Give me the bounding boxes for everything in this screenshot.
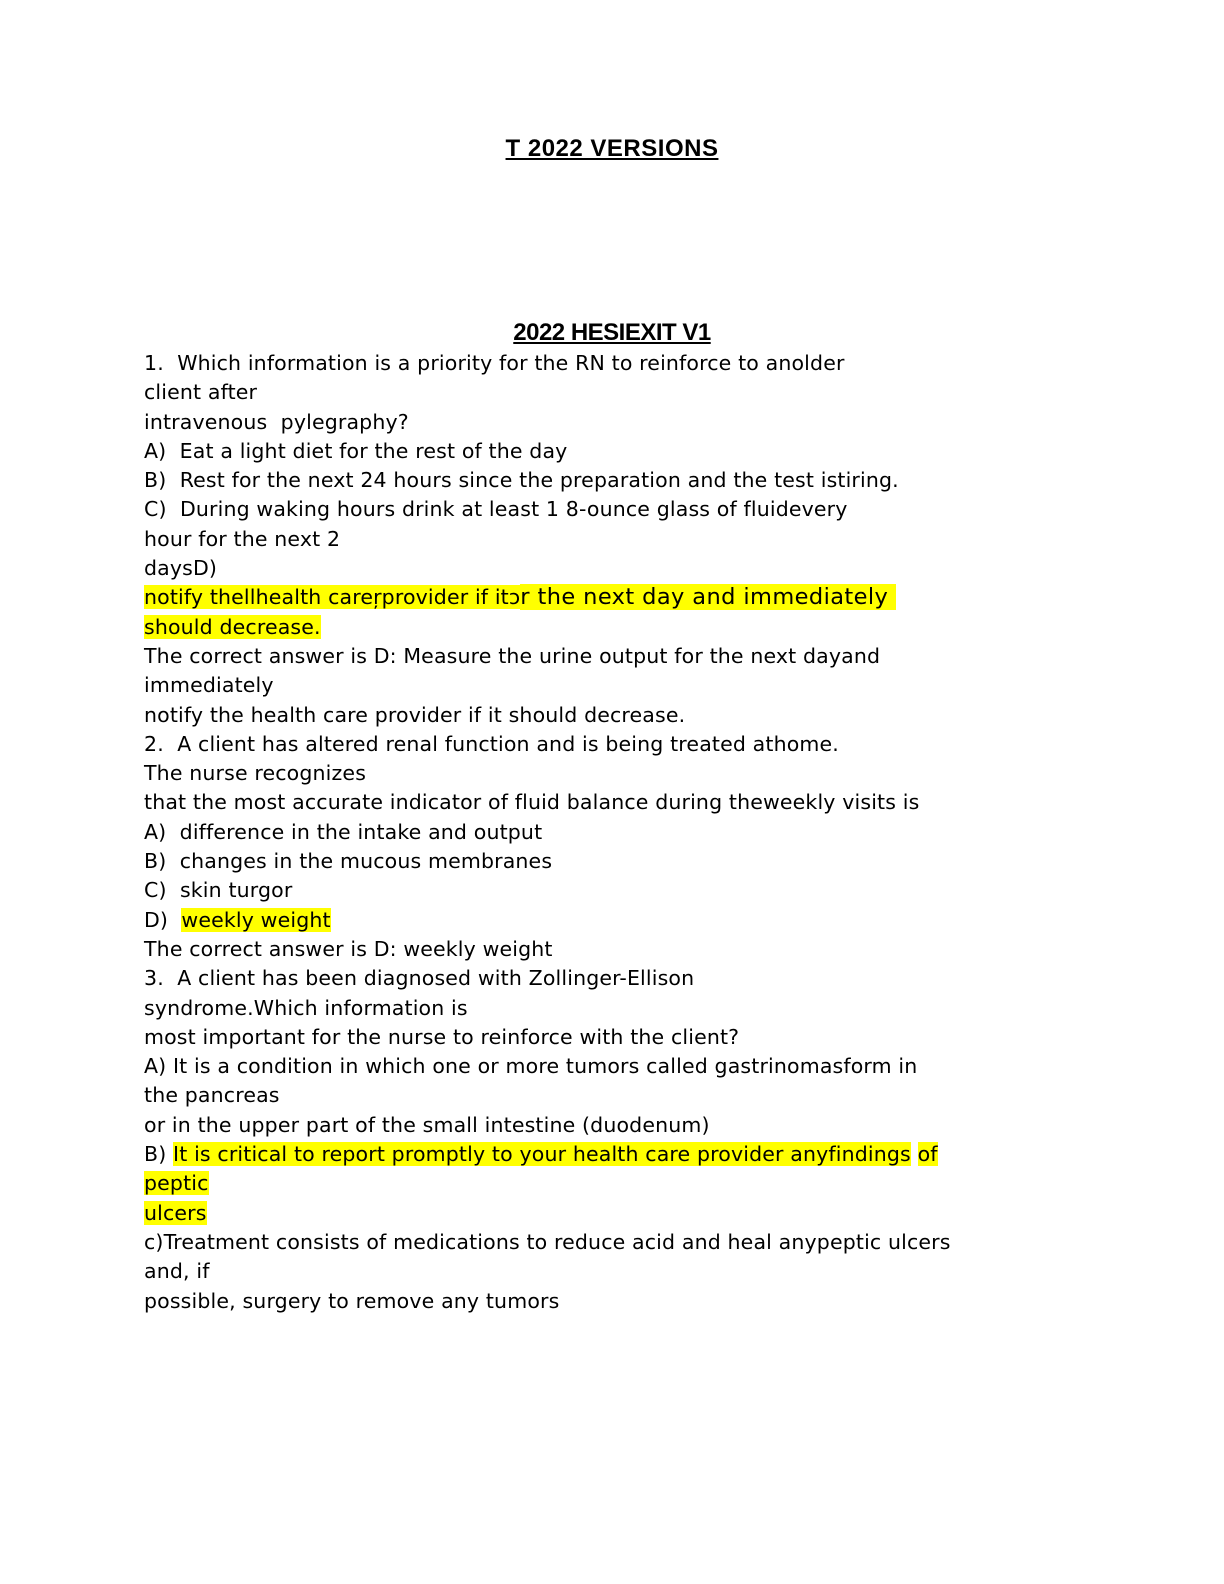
text-segment: immediately	[144, 673, 274, 698]
text-segment: D)	[144, 907, 182, 932]
text-line	[144, 408, 1144, 437]
text-segment: B) Rest for the next 24 hours since the preparation and the test istiring.	[144, 468, 899, 493]
text-line	[144, 847, 1144, 876]
text-segment: daysD)	[144, 556, 218, 581]
highlighted-text: should decrease.	[144, 614, 321, 639]
text-line	[144, 613, 1144, 642]
text-segment: B) changes in the mucous membranes	[144, 849, 553, 874]
text-line	[144, 554, 1144, 583]
text-line	[144, 671, 1144, 700]
text-line	[144, 378, 1144, 407]
text-line	[144, 994, 1144, 1023]
text-line	[144, 818, 1144, 847]
text-segment: c)Treatment consists of medications to reduce acid and heal anypeptic ulcers	[144, 1229, 951, 1254]
text-line	[144, 525, 1144, 554]
document-title: T 2022 VERSIONS	[505, 135, 719, 162]
text-line	[144, 788, 1144, 817]
text-segment: or in the upper part of the small intestine (duodenum)	[144, 1112, 710, 1137]
text-line	[144, 583, 1144, 612]
text-segment: notify the health care provider if it should decrease.	[144, 702, 686, 727]
text-segment: that the most accurate indicator of fluid balance during theweekly visits is	[144, 790, 920, 815]
text-segment: hour for the next 2	[144, 526, 341, 551]
text-line	[144, 1199, 1144, 1228]
highlighted-text: weekly weight	[181, 907, 331, 932]
text-line	[144, 701, 1144, 730]
highlighted-text: of	[917, 1142, 938, 1167]
text-line	[144, 730, 1144, 759]
text-segment	[911, 1142, 918, 1166]
text-segment: A) It is a condition in which one or more tumors called gastrinomasform in	[144, 1054, 918, 1079]
highlighted-text: notify thellhealth careŗprovider if itɔ	[144, 585, 521, 610]
text-line	[144, 1169, 1144, 1198]
text-line	[144, 1023, 1144, 1052]
text-line	[144, 1111, 1144, 1140]
text-line	[144, 642, 1144, 671]
text-segment: C) skin turgor	[144, 878, 293, 903]
text-segment: most important for the nurse to reinforce with the client?	[144, 1024, 740, 1049]
text-segment: and, if	[144, 1259, 210, 1284]
text-line	[144, 964, 1144, 993]
text-segment: intravenous pylegraphy?	[144, 409, 409, 434]
text-segment: client after	[144, 380, 258, 405]
text-line	[144, 1228, 1144, 1257]
text-line	[144, 349, 1144, 378]
text-segment: C) During waking hours drink at least 1 8-ounce glass of fluidevery	[144, 497, 848, 522]
highlighted-text: It is critical to report promptly to your health care provider anyfindings	[173, 1142, 911, 1167]
text-segment: B)	[144, 1142, 174, 1167]
text-line	[144, 759, 1144, 788]
text-segment: A) Eat a light diet for the rest of the day	[144, 438, 568, 463]
text-line	[144, 1287, 1144, 1316]
text-segment: syndrome.Which information is	[144, 995, 468, 1020]
text-segment: The nurse recognizes	[144, 761, 367, 786]
text-segment: 3. A client has been diagnosed with Zollinger-Ellison	[144, 966, 695, 991]
highlighted-text: peptic	[144, 1171, 209, 1196]
section-title: 2022 HESIEXIT V1	[513, 319, 711, 346]
text-line	[144, 466, 1144, 495]
text-line	[144, 935, 1144, 964]
text-line	[144, 906, 1144, 935]
text-segment: the pancreas	[144, 1083, 280, 1108]
text-line	[144, 1081, 1144, 1110]
highlighted-text: r the next day and immediately	[520, 584, 896, 611]
text-line	[144, 437, 1144, 466]
text-line	[144, 1140, 1144, 1169]
text-segment: The correct answer is D: weekly weight	[144, 936, 553, 961]
highlighted-text: ulcers	[144, 1200, 207, 1225]
document-body	[144, 349, 1144, 1316]
text-line	[144, 876, 1144, 905]
text-segment: The correct answer is D: Measure the urine output for the next dayand	[144, 643, 881, 668]
text-line	[144, 495, 1144, 524]
text-segment: A) difference in the intake and output	[144, 819, 543, 844]
text-line	[144, 1257, 1144, 1286]
text-segment: 2. A client has altered renal function and is being treated athome.	[144, 731, 839, 756]
text-segment: possible, surgery to remove any tumors	[144, 1288, 560, 1313]
text-line	[144, 1052, 1144, 1081]
text-segment: 1. Which information is a priority for the RN to reinforce to anolder	[144, 351, 845, 375]
